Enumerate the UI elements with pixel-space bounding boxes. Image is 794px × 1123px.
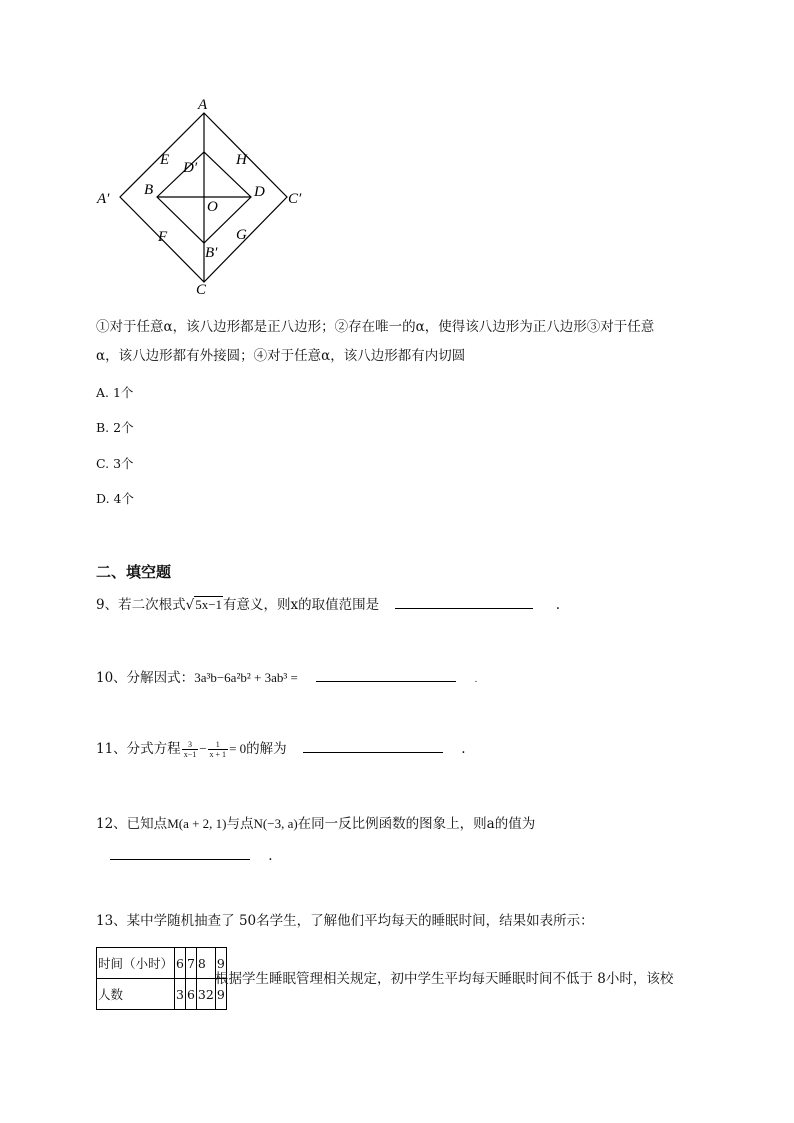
table-header-count: 人数: [97, 979, 175, 1010]
table-cell: 9: [215, 979, 226, 1010]
q11-fraction-1: $\frac{3}{x-1}$: [183, 740, 197, 759]
q11-prefix: 11、分式方程: [96, 741, 181, 757]
table-cell: 7: [185, 948, 196, 979]
octagon-figure: [90, 90, 320, 305]
table-cell: 9: [215, 948, 226, 979]
q11-minus: −: [199, 741, 207, 756]
q11-answer-blank[interactable]: [303, 738, 443, 753]
label-A: A: [198, 97, 208, 113]
q10-answer-blank[interactable]: [316, 667, 456, 682]
q11-equals: = 0: [229, 741, 247, 756]
q12-suffix: 在同一反比例函数的图象上，则a的值为: [297, 816, 536, 832]
label-F: F: [158, 229, 168, 245]
table-cell: 8: [196, 948, 215, 979]
question-12-answer-line: [110, 845, 273, 865]
label-D: D: [254, 184, 265, 200]
question-13-intro: 13、某中学随机抽查了 50名学生，了解他们平均每天的睡眠时间，结果如表所示：: [96, 913, 594, 929]
section-heading: 二、填空题: [96, 563, 172, 581]
q9-radicand: 5x−1: [195, 597, 223, 612]
table-row: [97, 948, 227, 979]
label-G: G: [236, 227, 247, 243]
q8-option-c[interactable]: C. 3个: [96, 456, 134, 471]
label-B: B: [144, 182, 154, 198]
q12-end: .: [268, 848, 273, 864]
q8-option-d[interactable]: D. 4个: [96, 491, 134, 506]
q10-prefix: 10、分解因式：: [96, 670, 195, 686]
q10-end: .: [474, 675, 478, 685]
label-E: E: [160, 152, 170, 168]
question-11: [96, 738, 466, 759]
question-12: [96, 815, 535, 833]
q11-end: .: [461, 741, 466, 757]
q8-option-a[interactable]: A. 1个: [96, 385, 134, 400]
q12-answer-blank[interactable]: [110, 845, 250, 860]
label-D-prime: D′: [183, 160, 198, 176]
q9-end: .: [555, 597, 561, 613]
q10-expression: 3a³b−6a²b² + 3ab³ =: [194, 670, 298, 685]
label-B-prime: B′: [205, 245, 218, 261]
q9-answer-blank[interactable]: [395, 594, 533, 609]
label-A-prime: A′: [97, 191, 110, 207]
table-cell: 3: [175, 979, 186, 1010]
q8-option-b[interactable]: B. 2个: [96, 420, 134, 435]
label-H: H: [236, 152, 247, 168]
label-C: C: [196, 282, 207, 298]
q12-point-n: N(−3, a): [253, 816, 298, 831]
q9-suffix: 有意义，则x的取值范围是: [223, 597, 380, 613]
question-9: [96, 594, 560, 614]
q12-mid: 与点: [226, 816, 254, 832]
sqrt-symbol: √: [185, 597, 195, 613]
q12-point-m: M(a + 2, 1): [167, 816, 227, 831]
q12-prefix: 12、已知点: [96, 816, 168, 832]
q11-fraction-2: $\frac{1}{x + 1}$: [209, 740, 227, 759]
table-cell: 6: [175, 948, 186, 979]
label-C-prime: C′: [288, 191, 302, 207]
label-O: O: [207, 199, 218, 215]
question-13-continuation: 根据学生睡眠管理相关规定，初中学生平均每天睡眠时间不低于 8小时，该校: [215, 971, 674, 987]
question-10: [96, 667, 477, 689]
q8-statements-line1: ①对于任意α，该八边形都是正八边形；②存在唯一的α，使得该八边形为正八边形③对于任意: [96, 319, 655, 335]
q9-prefix: 9、若二次根式: [96, 597, 186, 613]
q8-statements-line2: α，该八边形都有外接圆；④对于任意α，该八边形都有内切圆: [96, 348, 466, 364]
q11-suffix: 的解为: [246, 741, 287, 757]
table-cell: 6: [185, 979, 196, 1010]
table-header-time: 时间（小时）: [97, 948, 175, 979]
table-row: [97, 979, 227, 1010]
sleep-table: [96, 947, 227, 1010]
table-cell: 32: [196, 979, 215, 1010]
